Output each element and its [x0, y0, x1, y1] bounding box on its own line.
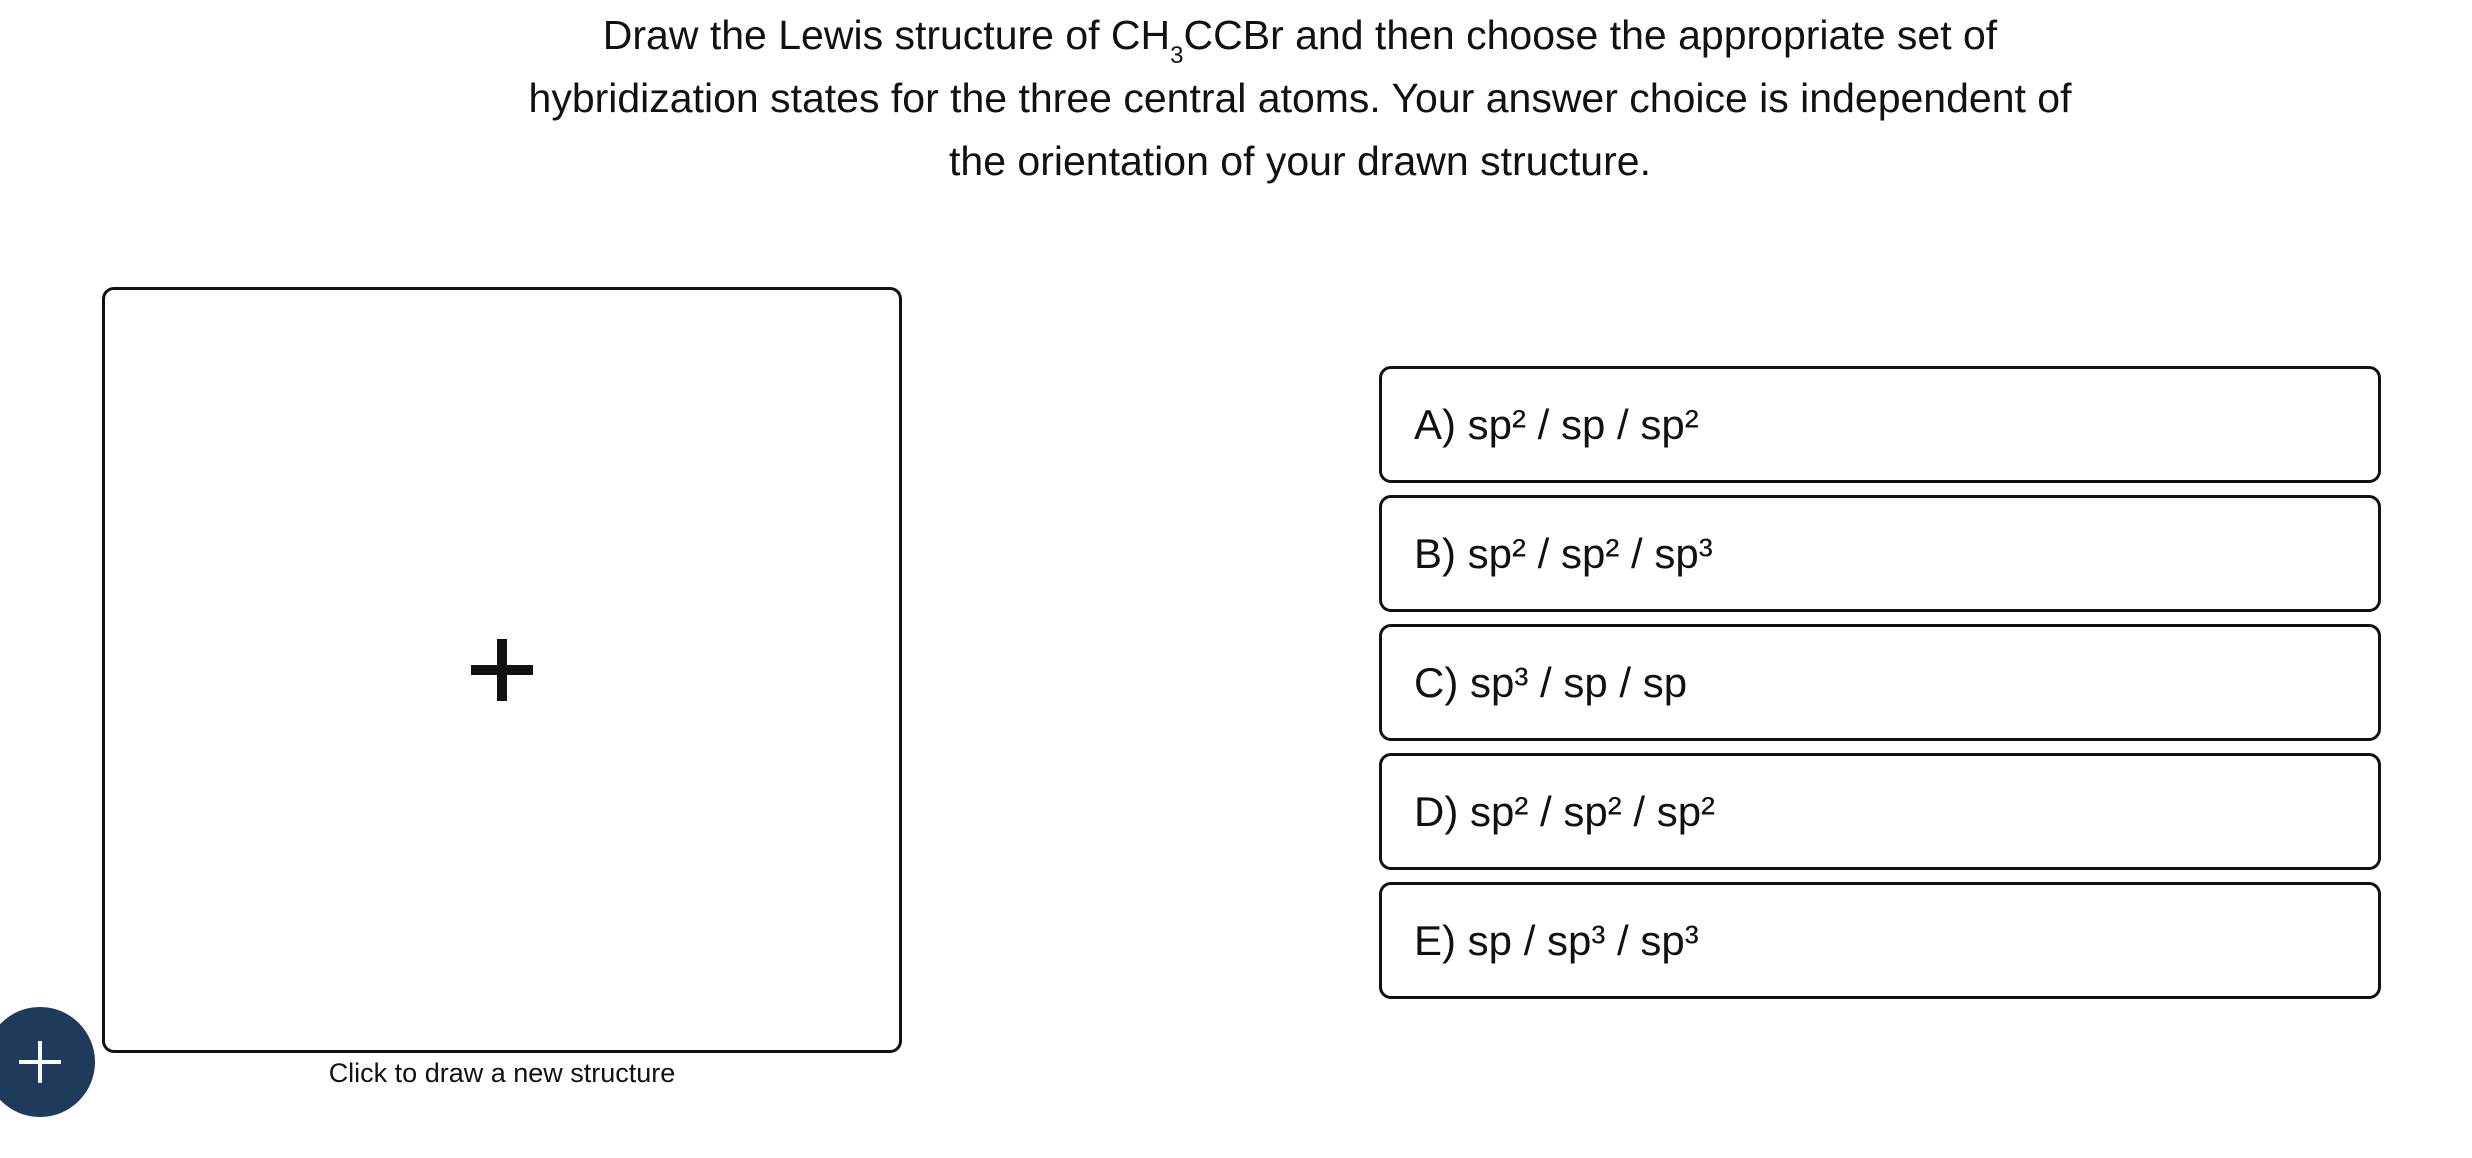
answer-choice-e[interactable] — [1379, 882, 2381, 999]
answer-choice-d[interactable] — [1379, 753, 2381, 870]
answer-choice-label: E) sp / sp³ / sp³ — [1414, 916, 1699, 964]
formula-subscript: 3 — [1170, 42, 1184, 69]
question-text-start: Draw the Lewis structure of CH — [602, 12, 1171, 58]
question-text-rest: CCBr and then choose the appropriate set of hybridization states for the three central atoms. Your answer choice is independent of the orientation of your drawn structure. — [528, 12, 2072, 184]
answer-choice-label: A) sp² / sp / sp² — [1414, 400, 1699, 448]
answer-choice-c[interactable] — [1379, 624, 2381, 741]
answer-choice-b[interactable] — [1379, 495, 2381, 612]
plus-icon — [19, 1041, 61, 1083]
answer-choice-a[interactable] — [1379, 366, 2381, 483]
draw-structure-area[interactable] — [102, 287, 902, 1053]
draw-structure-caption: Click to draw a new structure — [328, 1058, 676, 1088]
answer-choice-label: C) sp³ / sp / sp — [1414, 658, 1688, 706]
answer-choice-label: B) sp² / sp² / sp³ — [1414, 529, 1713, 577]
plus-icon — [471, 639, 533, 701]
answer-choices — [1379, 366, 2381, 1011]
question-text — [500, 4, 2100, 193]
add-button[interactable] — [0, 1007, 95, 1117]
answer-choice-label: D) sp² / sp² / sp² — [1414, 787, 1716, 835]
